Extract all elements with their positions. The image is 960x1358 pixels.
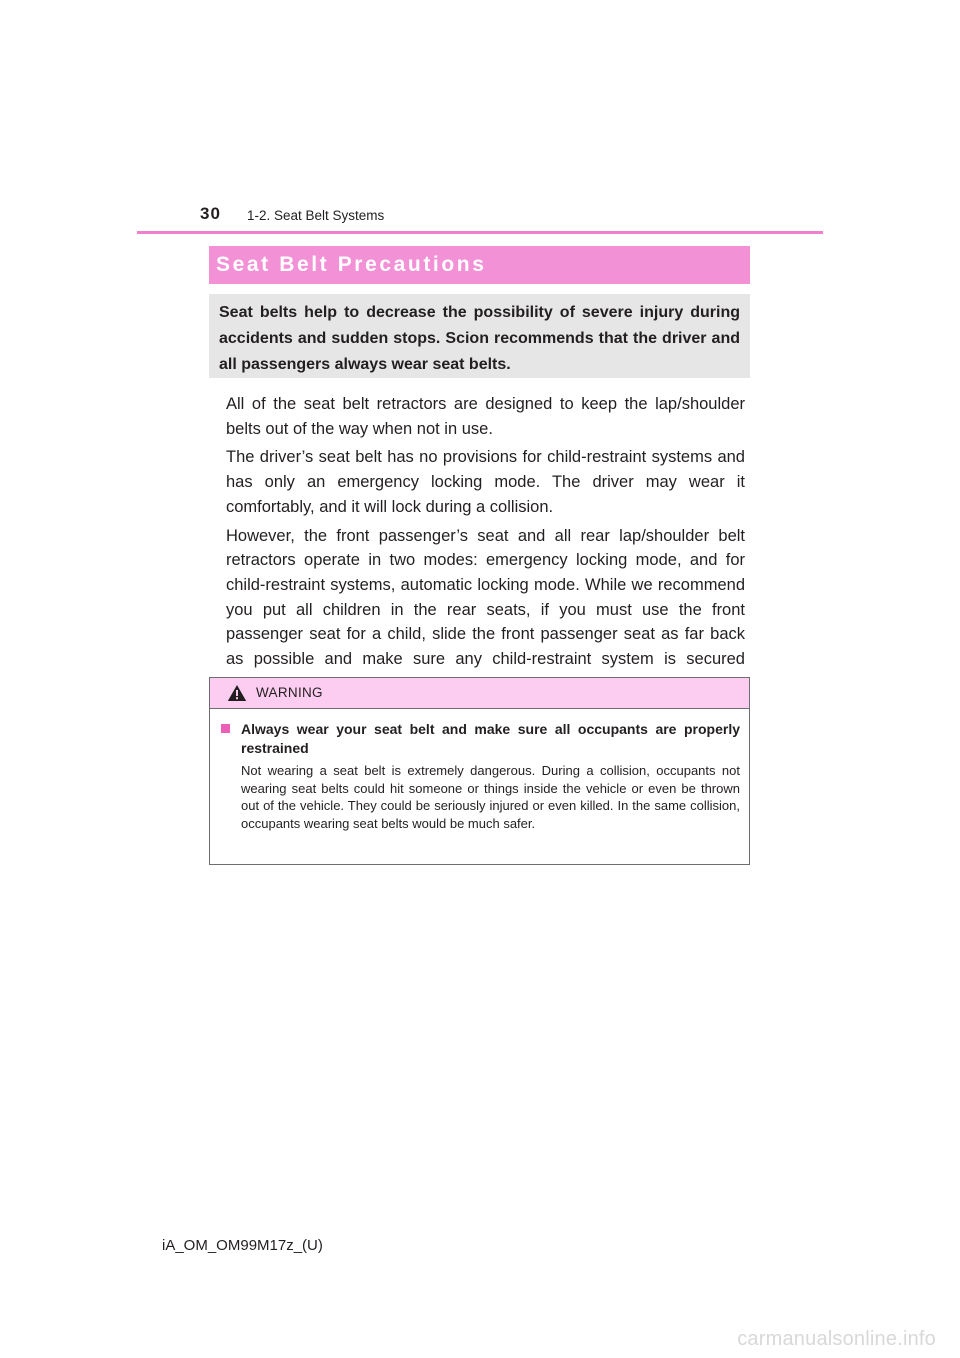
summary-box: [209, 294, 750, 378]
warning-heading-text: Always wear your seat belt and make sure all occupants are properly restrained: [241, 721, 740, 756]
warning-box: [209, 677, 750, 865]
footer-code: iA_OM_OM99M17z_(U): [162, 1237, 323, 1254]
watermark: carmanualsonline.info: [737, 1328, 936, 1350]
warning-body: [210, 709, 749, 832]
page-number: 30: [200, 204, 221, 223]
warning-header: [210, 678, 749, 709]
warning-label: WARNING: [256, 685, 323, 700]
warning-triangle-icon: [227, 684, 247, 702]
body-paragraph-driver-belt: The driver’s seat belt has no provisions for child-restraint systems and has only an emergency locking mode. The driver may wear it comfortably, and it will lock during a collision.: [226, 448, 745, 516]
section-label: 1-2. Seat Belt Systems: [247, 208, 385, 223]
square-bullet-icon: [221, 724, 230, 733]
title-bar: [209, 246, 750, 284]
body-paragraph-retractors: All of the seat belt retractors are designed to keep the lap/shoulder belts out of the way when not in use.: [226, 395, 745, 438]
summary-text: Seat belts help to decrease the possibility of severe injury during accidents and sudden stops. Scion recommends that the driver and all passengers always wear seat belts.: [219, 304, 740, 373]
body-paragraph-passenger-belt: However, the front passenger’s seat and all rear lap/shoulder belt retractors operate in two modes: emergency locking mode, and for child-restraint systems, automatic locking mode. While we recommend you put all children in the rear seats, if you must use the front passenger seat for a child, slide the front passenger seat as far back as possible and make sure any child-restraint system is secured: [226, 526, 745, 669]
body-text: [226, 392, 745, 700]
header-divider: [137, 231, 823, 234]
warning-heading: [220, 720, 740, 757]
warning-text: Not wearing a seat belt is extremely dangerous. During a collision, occupants not wearing seat belts could hit someone or things inside the vehicle or even be thrown out of the vehicle. They could be seriously injured or even killed. In the same collision, occupants wearing seat belts would be much safer.: [241, 763, 740, 831]
page-title: Seat Belt Precautions: [216, 253, 487, 276]
